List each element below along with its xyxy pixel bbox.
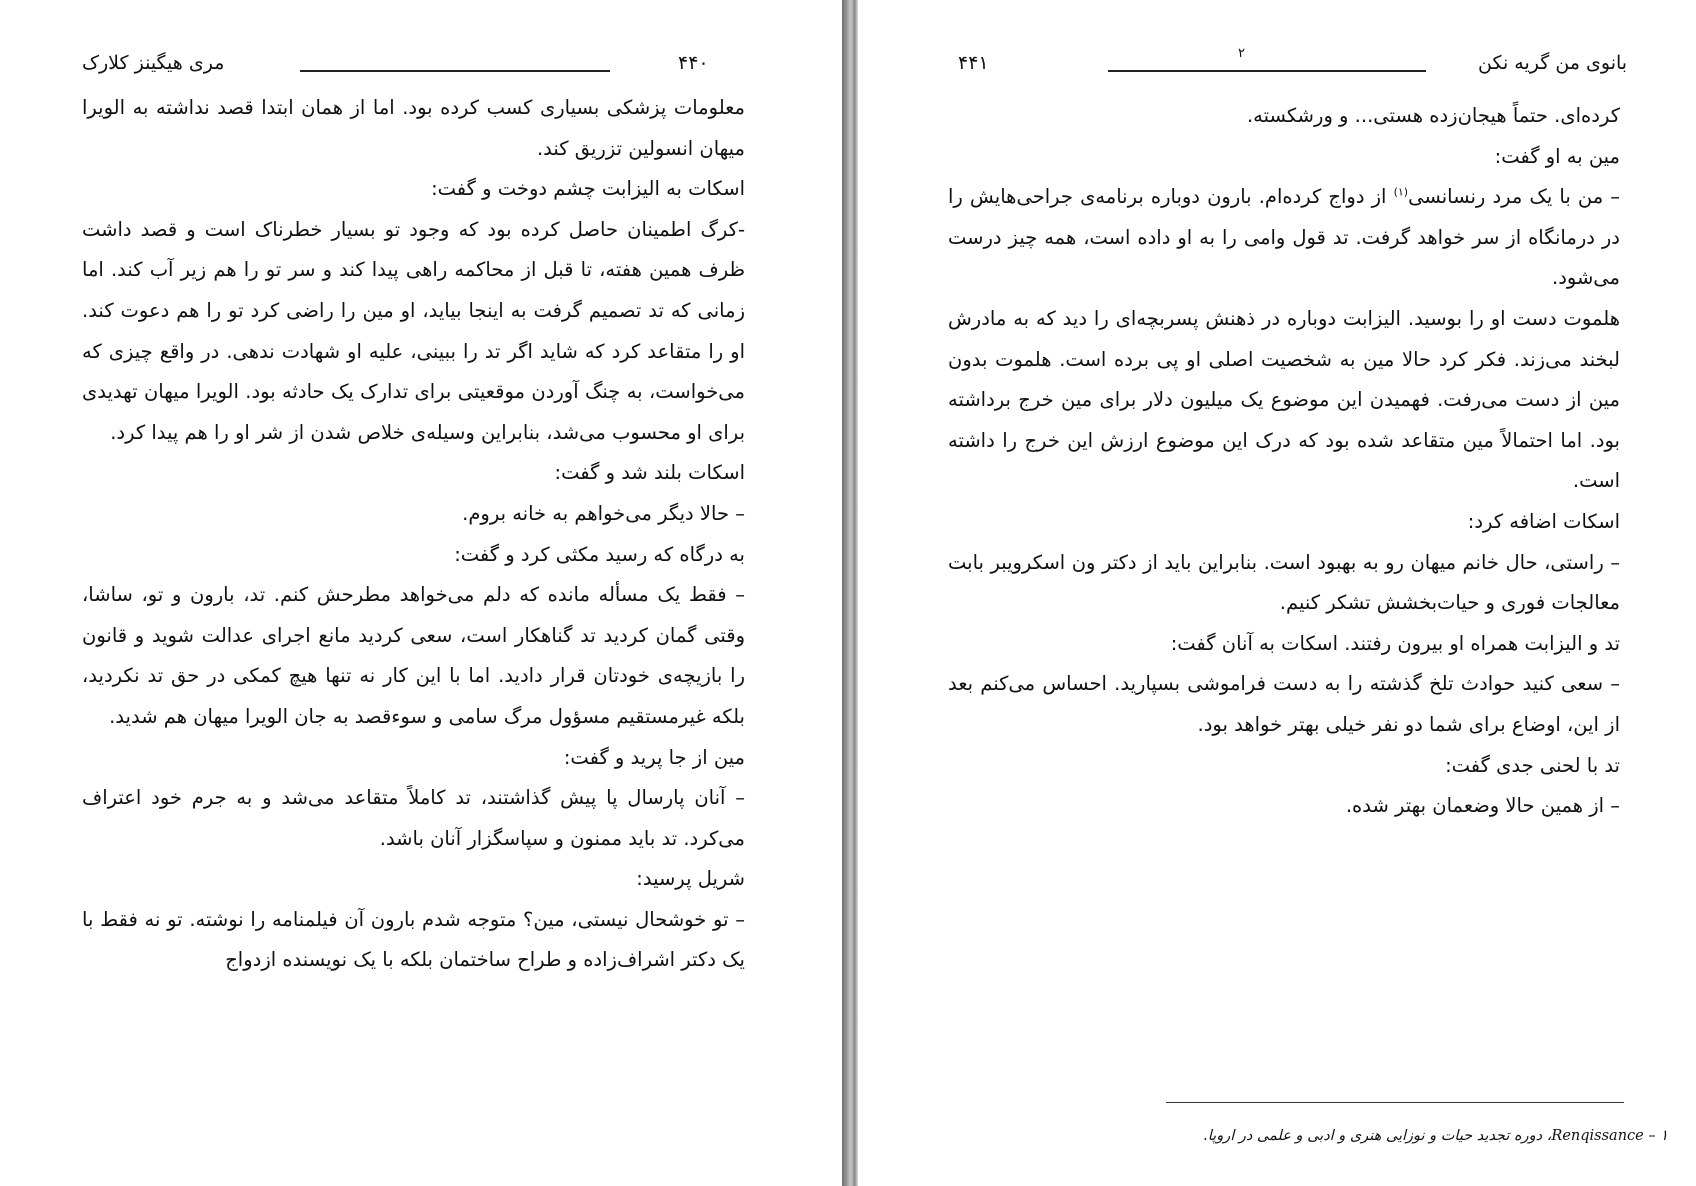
left-page-body xyxy=(82,88,745,981)
footnote-separator xyxy=(1166,1102,1624,1103)
header-mark: ۲ xyxy=(1238,46,1245,61)
right-running-title: بانوی من گریه نکن xyxy=(1478,52,1628,74)
paragraph: هلموت دست او را بوسید. الیزابت دوباره در ذهنش پسربچه‌ای را دید که به مادرش لبخند می‌زند. فکر کرد حالا مین به شخصیت اصلی او پی برده است. هلموت بدون مین از دست می‌رفت. فهمیدن این موضوع یک میلیون دلار برای مین خرج برداشته بود. اما احتمالاً مین متقاعد شده بود که درک این موضوع ارزش این خرج را داشته است. xyxy=(948,306,1620,493)
paragraph: تد و الیزابت همراه او بیرون رفتند. اسکات به آنان گفت: xyxy=(1170,631,1620,655)
left-page-number: ۴۴۰ xyxy=(678,52,709,74)
paragraph-segment: از دواج کرده‌ام. بارون دوباره برنامه‌ی جراحی‌هایش را در درمانگاه از سر خواهد گرفت. تد قول وامی را به او داده است، همه چیز درست می‌شود. xyxy=(948,185,1620,290)
paragraph: تد با لحنی جدی گفت: xyxy=(1445,753,1620,777)
header-rule xyxy=(1108,70,1426,72)
paragraph xyxy=(948,177,1620,299)
footnote-reference: (۱) xyxy=(1393,185,1409,199)
footnote xyxy=(1203,1128,1668,1144)
paragraph: معلومات پزشکی بسیاری کسب کرده بود. اما از همان ابتدا قصد نداشته به الویرا میهان انسولین تزریق کند. xyxy=(82,96,745,160)
paragraph: اسکات به الیزابت چشم دوخت و گفت: xyxy=(431,177,745,201)
left-page xyxy=(0,0,842,1186)
left-page-header xyxy=(0,52,842,82)
paragraph: – راستی، حال خانم میهان رو به بهبود است. بنابراین باید از دکتر ون اسکرویبر بابت معالجات فوری و حیات‌بخشش تشکر کنیم. xyxy=(948,550,1620,615)
book-spine-divider xyxy=(842,0,858,1186)
paragraph: به درگاه که رسید مکثی کرد و گفت: xyxy=(454,542,745,566)
paragraph: شریل پرسید: xyxy=(636,867,745,891)
right-page xyxy=(858,0,1696,1186)
paragraph: اسکات بلند شد و گفت: xyxy=(554,461,745,485)
paragraph: -کرگ اطمینان حاصل کرده بود که وجود تو بسیار خطرناک است و قصد داشت ظرف همین هفته، تا قبل از محاکمه راهی پیدا کند و سر تو را هم زیر آب کند. اما زمانی که تد تصمیم گرفت به اینجا بیاید، او مین را راضی کرد تو را هم دعوت کند. او را متقاعد کرد که شاید اگر تد را ببینی، علیه او شهادت ندهی. در واقع چیزی که می‌خواست، به چنگ آوردن موقعیتی برای تدارک یک حادثه بود. الویرا میهان تهدیدی برای او محسوب می‌شد، بنابراین وسیله‌ی خلاص شدن از شر او را هم پیدا کرد. xyxy=(82,217,745,444)
paragraph: اسکات اضافه کرد: xyxy=(1467,509,1620,533)
paragraph-segment: – من با یک مرد رنسانسی xyxy=(1408,185,1620,209)
right-page-header xyxy=(858,46,1696,82)
paragraph: مین به او گفت: xyxy=(1494,144,1620,168)
paragraph: – از همین حالا وضعمان بهتر شده. xyxy=(1345,794,1620,818)
paragraph: – آنان پارسال پا پیش گذاشتند، تد کاملاً متقاعد می‌شد و به جرم خود اعتراف می‌کرد. تد باید ممنون و سپاسگزار آنان باشد. xyxy=(82,786,745,850)
paragraph: – تو خوشحال نیستی، مین؟ متوجه شدم بارون آن فیلمنامه را نوشته. تو نه فقط با یک دکتر اشراف‌زاده و طراح ساختمان بلکه با یک نویسنده ازدواج xyxy=(82,907,745,972)
left-running-title: مری هیگینز کلارک xyxy=(82,52,225,74)
footnote-term: Renqissance xyxy=(1551,1128,1644,1144)
footnote-text: ، دوره تجدید حیات و نوزایی هنری و ادبی و علمی در اروپا. xyxy=(1203,1128,1552,1144)
footnote-number: ۱ – xyxy=(1648,1128,1668,1144)
paragraph: – فقط یک مسأله مانده که دلم می‌خواهد مطرحش کنم. تد، بارون و تو، ساشا، وقتی گمان کردید تد گناهکار است، سعی کردید مانع اجرای عدالت شوید و قانون را بازیچه‌ی خودتان قرار دادید. اما با این کار نه تنها هیچ کمکی در حق تد نکردید، بلکه غیرمستقیم مسؤول مرگ سامی و سوءقصد به جان الویرا میهان هم شدید. xyxy=(82,583,745,728)
right-page-number: ۴۴۱ xyxy=(958,52,989,74)
paragraph: کرده‌ای. حتماً هیجان‌زده هستی... و ورشکسته. xyxy=(1246,104,1620,127)
right-page-body xyxy=(948,96,1620,827)
paragraph: مین از جا پرید و گفت: xyxy=(563,745,745,769)
paragraph: – حالا دیگر می‌خواهم به خانه بروم. xyxy=(462,501,745,525)
header-rule xyxy=(300,70,610,72)
paragraph: – سعی کنید حوادث تلخ گذشته را به دست فراموشی بسپارید. احساس می‌کنم بعد از این، اوضاع برای شما دو نفر خیلی بهتر خواهد بود. xyxy=(948,672,1620,736)
